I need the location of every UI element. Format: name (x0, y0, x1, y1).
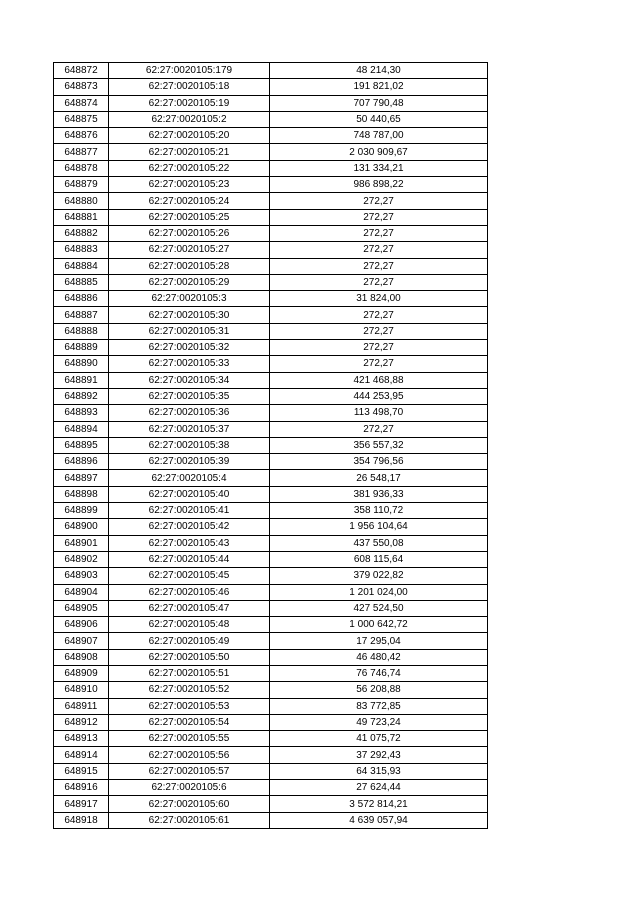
value-cell: 2 030 909,67 (270, 144, 488, 160)
table-row (54, 584, 488, 600)
value-cell: 46 480,42 (270, 649, 488, 665)
cadastral-number-cell: 62:27:0020105:22 (109, 160, 270, 176)
row-number-cell: 648899 (54, 503, 109, 519)
value-cell: 272,27 (270, 258, 488, 274)
table-row (54, 698, 488, 714)
table-row (54, 258, 488, 274)
table-row (54, 812, 488, 828)
value-cell: 379 022,82 (270, 568, 488, 584)
row-number-cell: 648884 (54, 258, 109, 274)
cadastral-number-cell: 62:27:0020105:55 (109, 731, 270, 747)
cadastral-number-cell: 62:27:0020105:44 (109, 551, 270, 567)
cadastral-number-cell: 62:27:0020105:51 (109, 665, 270, 681)
cadastral-number-cell: 62:27:0020105:31 (109, 323, 270, 339)
value-cell: 64 315,93 (270, 763, 488, 779)
table-row (54, 600, 488, 616)
table-row (54, 633, 488, 649)
table-row (54, 291, 488, 307)
cadastral-number-cell: 62:27:0020105:34 (109, 372, 270, 388)
row-number-cell: 648872 (54, 63, 109, 79)
row-number-cell: 648912 (54, 714, 109, 730)
row-number-cell: 648914 (54, 747, 109, 763)
row-number-cell: 648913 (54, 731, 109, 747)
cadastral-number-cell: 62:27:0020105:28 (109, 258, 270, 274)
cadastral-number-cell: 62:27:0020105:49 (109, 633, 270, 649)
table-body (54, 63, 488, 829)
row-number-cell: 648907 (54, 633, 109, 649)
table-row (54, 372, 488, 388)
table-row (54, 421, 488, 437)
table-row (54, 454, 488, 470)
cadastral-number-cell: 62:27:0020105:35 (109, 388, 270, 404)
table-row (54, 649, 488, 665)
row-number-cell: 648918 (54, 812, 109, 828)
table-row (54, 763, 488, 779)
value-cell: 437 550,08 (270, 535, 488, 551)
cadastral-number-cell: 62:27:0020105:4 (109, 470, 270, 486)
cadastral-number-cell: 62:27:0020105:24 (109, 193, 270, 209)
value-cell: 272,27 (270, 356, 488, 372)
table-row (54, 79, 488, 95)
table-row (54, 486, 488, 502)
table-row (54, 617, 488, 633)
value-cell: 49 723,24 (270, 714, 488, 730)
value-cell: 272,27 (270, 209, 488, 225)
value-cell: 272,27 (270, 307, 488, 323)
row-number-cell: 648896 (54, 454, 109, 470)
value-cell: 356 557,32 (270, 437, 488, 453)
table-row (54, 568, 488, 584)
value-cell: 26 548,17 (270, 470, 488, 486)
value-cell: 3 572 814,21 (270, 796, 488, 812)
row-number-cell: 648892 (54, 388, 109, 404)
table-row (54, 388, 488, 404)
cadastral-number-cell: 62:27:0020105:3 (109, 291, 270, 307)
value-cell: 27 624,44 (270, 780, 488, 796)
table-row (54, 682, 488, 698)
value-cell: 272,27 (270, 340, 488, 356)
cadastral-number-cell: 62:27:0020105:23 (109, 177, 270, 193)
row-number-cell: 648873 (54, 79, 109, 95)
row-number-cell: 648904 (54, 584, 109, 600)
cadastral-number-cell: 62:27:0020105:42 (109, 519, 270, 535)
value-cell: 113 498,70 (270, 405, 488, 421)
row-number-cell: 648906 (54, 617, 109, 633)
cadastral-number-cell: 62:27:0020105:18 (109, 79, 270, 95)
table-row (54, 780, 488, 796)
cadastral-value-table (53, 62, 488, 829)
value-cell: 608 115,64 (270, 551, 488, 567)
cadastral-number-cell: 62:27:0020105:60 (109, 796, 270, 812)
value-cell: 4 639 057,94 (270, 812, 488, 828)
cadastral-number-cell: 62:27:0020105:179 (109, 63, 270, 79)
value-cell: 1 000 642,72 (270, 617, 488, 633)
table-row (54, 665, 488, 681)
table-row (54, 95, 488, 111)
table-row (54, 225, 488, 241)
cadastral-number-cell: 62:27:0020105:21 (109, 144, 270, 160)
table-row (54, 242, 488, 258)
row-number-cell: 648915 (54, 763, 109, 779)
value-cell: 56 208,88 (270, 682, 488, 698)
cadastral-number-cell: 62:27:0020105:2 (109, 111, 270, 127)
table-row (54, 535, 488, 551)
row-number-cell: 648897 (54, 470, 109, 486)
row-number-cell: 648909 (54, 665, 109, 681)
cadastral-number-cell: 62:27:0020105:46 (109, 584, 270, 600)
row-number-cell: 648903 (54, 568, 109, 584)
value-cell: 83 772,85 (270, 698, 488, 714)
cadastral-number-cell: 62:27:0020105:38 (109, 437, 270, 453)
value-cell: 131 334,21 (270, 160, 488, 176)
row-number-cell: 648881 (54, 209, 109, 225)
cadastral-number-cell: 62:27:0020105:47 (109, 600, 270, 616)
cadastral-number-cell: 62:27:0020105:33 (109, 356, 270, 372)
value-cell: 48 214,30 (270, 63, 488, 79)
table-row (54, 307, 488, 323)
row-number-cell: 648894 (54, 421, 109, 437)
cadastral-number-cell: 62:27:0020105:57 (109, 763, 270, 779)
row-number-cell: 648877 (54, 144, 109, 160)
table-row (54, 519, 488, 535)
cadastral-number-cell: 62:27:0020105:25 (109, 209, 270, 225)
row-number-cell: 648891 (54, 372, 109, 388)
cadastral-number-cell: 62:27:0020105:37 (109, 421, 270, 437)
value-cell: 1 201 024,00 (270, 584, 488, 600)
table-row (54, 796, 488, 812)
row-number-cell: 648888 (54, 323, 109, 339)
row-number-cell: 648882 (54, 225, 109, 241)
cadastral-number-cell: 62:27:0020105:27 (109, 242, 270, 258)
row-number-cell: 648874 (54, 95, 109, 111)
table-row (54, 209, 488, 225)
row-number-cell: 648879 (54, 177, 109, 193)
row-number-cell: 648889 (54, 340, 109, 356)
table-row (54, 503, 488, 519)
table-row (54, 160, 488, 176)
row-number-cell: 648875 (54, 111, 109, 127)
value-cell: 37 292,43 (270, 747, 488, 763)
table-row (54, 405, 488, 421)
cadastral-number-cell: 62:27:0020105:48 (109, 617, 270, 633)
row-number-cell: 648916 (54, 780, 109, 796)
cadastral-number-cell: 62:27:0020105:30 (109, 307, 270, 323)
row-number-cell: 648900 (54, 519, 109, 535)
cadastral-number-cell: 62:27:0020105:56 (109, 747, 270, 763)
value-cell: 381 936,33 (270, 486, 488, 502)
value-cell: 272,27 (270, 274, 488, 290)
cadastral-number-cell: 62:27:0020105:40 (109, 486, 270, 502)
row-number-cell: 648895 (54, 437, 109, 453)
row-number-cell: 648911 (54, 698, 109, 714)
row-number-cell: 648917 (54, 796, 109, 812)
table-row (54, 731, 488, 747)
table-row (54, 63, 488, 79)
table-row (54, 747, 488, 763)
cadastral-number-cell: 62:27:0020105:20 (109, 128, 270, 144)
value-cell: 17 295,04 (270, 633, 488, 649)
value-cell: 272,27 (270, 225, 488, 241)
cadastral-number-cell: 62:27:0020105:26 (109, 225, 270, 241)
row-number-cell: 648902 (54, 551, 109, 567)
value-cell: 272,27 (270, 421, 488, 437)
cadastral-number-cell: 62:27:0020105:52 (109, 682, 270, 698)
cadastral-number-cell: 62:27:0020105:43 (109, 535, 270, 551)
cadastral-number-cell: 62:27:0020105:61 (109, 812, 270, 828)
value-cell: 272,27 (270, 193, 488, 209)
row-number-cell: 648886 (54, 291, 109, 307)
value-cell: 1 956 104,64 (270, 519, 488, 535)
table-row (54, 437, 488, 453)
row-number-cell: 648910 (54, 682, 109, 698)
table-row (54, 193, 488, 209)
row-number-cell: 648890 (54, 356, 109, 372)
cadastral-number-cell: 62:27:0020105:32 (109, 340, 270, 356)
cadastral-number-cell: 62:27:0020105:29 (109, 274, 270, 290)
table-row (54, 177, 488, 193)
cadastral-number-cell: 62:27:0020105:39 (109, 454, 270, 470)
row-number-cell: 648883 (54, 242, 109, 258)
row-number-cell: 648905 (54, 600, 109, 616)
table-row (54, 551, 488, 567)
table-row (54, 323, 488, 339)
value-cell: 421 468,88 (270, 372, 488, 388)
table-row (54, 274, 488, 290)
value-cell: 707 790,48 (270, 95, 488, 111)
value-cell: 272,27 (270, 242, 488, 258)
cadastral-number-cell: 62:27:0020105:53 (109, 698, 270, 714)
cadastral-number-cell: 62:27:0020105:41 (109, 503, 270, 519)
table-row (54, 340, 488, 356)
value-cell: 41 075,72 (270, 731, 488, 747)
row-number-cell: 648878 (54, 160, 109, 176)
value-cell: 748 787,00 (270, 128, 488, 144)
table-row (54, 356, 488, 372)
value-cell: 427 524,50 (270, 600, 488, 616)
row-number-cell: 648887 (54, 307, 109, 323)
row-number-cell: 648885 (54, 274, 109, 290)
table-row (54, 111, 488, 127)
cadastral-number-cell: 62:27:0020105:54 (109, 714, 270, 730)
row-number-cell: 648908 (54, 649, 109, 665)
value-cell: 986 898,22 (270, 177, 488, 193)
row-number-cell: 648901 (54, 535, 109, 551)
cadastral-number-cell: 62:27:0020105:45 (109, 568, 270, 584)
row-number-cell: 648898 (54, 486, 109, 502)
table-row (54, 714, 488, 730)
value-cell: 444 253,95 (270, 388, 488, 404)
cadastral-number-cell: 62:27:0020105:36 (109, 405, 270, 421)
value-cell: 76 746,74 (270, 665, 488, 681)
cadastral-number-cell: 62:27:0020105:19 (109, 95, 270, 111)
value-cell: 50 440,65 (270, 111, 488, 127)
value-cell: 191 821,02 (270, 79, 488, 95)
row-number-cell: 648876 (54, 128, 109, 144)
value-cell: 358 110,72 (270, 503, 488, 519)
table-row (54, 128, 488, 144)
cadastral-number-cell: 62:27:0020105:50 (109, 649, 270, 665)
table-row (54, 470, 488, 486)
table-row (54, 144, 488, 160)
row-number-cell: 648893 (54, 405, 109, 421)
row-number-cell: 648880 (54, 193, 109, 209)
document-table-container (53, 62, 487, 829)
value-cell: 31 824,00 (270, 291, 488, 307)
value-cell: 354 796,56 (270, 454, 488, 470)
value-cell: 272,27 (270, 323, 488, 339)
cadastral-number-cell: 62:27:0020105:6 (109, 780, 270, 796)
